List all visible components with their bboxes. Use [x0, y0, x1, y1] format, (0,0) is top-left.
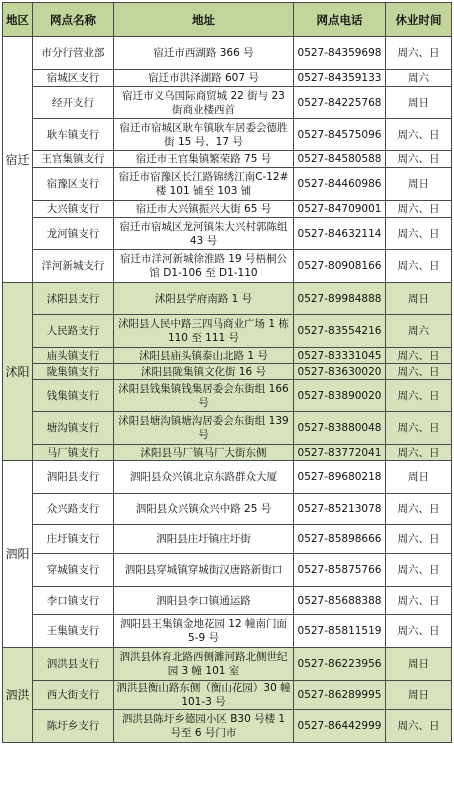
phone-cell: 0527-84359698: [294, 37, 386, 70]
branch-name-cell: 李口镇支行: [33, 587, 114, 615]
table-row: [3, 87, 452, 119]
branch-name-cell: 泗阳县支行: [33, 461, 114, 494]
rest-time-cell: 周六、日: [386, 201, 452, 218]
phone-cell: 0527-84359133: [294, 70, 386, 87]
address-cell: 沭阳县人民中路三四马商业广场 1 栋 110 至 111 号: [114, 315, 294, 348]
phone-cell: 0527-85688388: [294, 587, 386, 615]
address-cell: 泗洪县陈圩乡德园小区 B30 号楼 1 号至 6 号门市: [114, 710, 294, 743]
table-row: [3, 554, 452, 587]
address-cell: 宿迁市义乌国际商贸城 22 街与 23 街商业楼西首: [114, 87, 294, 119]
branch-name-cell: 耿车镇支行: [33, 119, 114, 151]
address-cell: 泗阳县众兴镇北京东路群众大厦: [114, 461, 294, 494]
branch-name-cell: 宿城区支行: [33, 70, 114, 87]
header-phone: 网点电话: [294, 3, 386, 37]
phone-cell: 0527-85875766: [294, 554, 386, 587]
branch-name-cell: 宿豫区支行: [33, 168, 114, 201]
table-row: [3, 412, 452, 445]
table-row: [3, 151, 452, 168]
table-row: [3, 348, 452, 364]
branch-name-cell: 经开支行: [33, 87, 114, 119]
rest-time-cell: 周六、日: [386, 380, 452, 412]
address-cell: 宿迁市西湖路 366 号: [114, 37, 294, 70]
rest-time-cell: 周日: [386, 283, 452, 315]
address-cell: 泗阳县王集镇金地花园 12 幢南门面 5-9 号: [114, 615, 294, 648]
phone-cell: 0527-83331045: [294, 348, 386, 364]
address-cell: 泗阳县李口镇通运路: [114, 587, 294, 615]
table-row: [3, 380, 452, 412]
rest-time-cell: 周日: [386, 168, 452, 201]
header-rest: 休业时间: [386, 3, 452, 37]
phone-cell: 0527-86442999: [294, 710, 386, 743]
address-cell: 沭阳县学府南路 1 号: [114, 283, 294, 315]
branch-name-cell: 人民路支行: [33, 315, 114, 348]
table-row: [3, 461, 452, 494]
phone-cell: 0527-86223956: [294, 648, 386, 681]
phone-cell: 0527-84709001: [294, 201, 386, 218]
rest-time-cell: 周六、日: [386, 412, 452, 445]
phone-cell: 0527-86289995: [294, 681, 386, 710]
region-cell: 泗阳: [3, 461, 33, 648]
address-cell: 泗阳县穿城镇穿城街汉唐路新街口: [114, 554, 294, 587]
address-cell: 沭阳县马厂镇马厂大街东侧: [114, 445, 294, 461]
phone-cell: 0527-85898666: [294, 525, 386, 554]
rest-time-cell: 周六、日: [386, 37, 452, 70]
rest-time-cell: 周六、日: [386, 348, 452, 364]
address-cell: 宿迁市宿豫区长江路锦绣江南C-12#楼 101 铺至 103 铺: [114, 168, 294, 201]
address-cell: 沭阳县庙头镇泰山北路 1 号: [114, 348, 294, 364]
phone-cell: 0527-84580588: [294, 151, 386, 168]
table-row: [3, 681, 452, 710]
address-cell: 宿迁市宿城区龙河镇朱大兴村郭陈组 43 号: [114, 218, 294, 250]
address-cell: 宿迁市宿城区耿车镇耿车居委会德胜街 15 号、17 号: [114, 119, 294, 151]
rest-time-cell: 周六: [386, 315, 452, 348]
table-row: [3, 710, 452, 743]
table-row: [3, 168, 452, 201]
rest-time-cell: 周六、日: [386, 445, 452, 461]
rest-time-cell: 周六、日: [386, 587, 452, 615]
address-cell: 沭阳县陇集镇文化街 16 号: [114, 364, 294, 380]
branch-name-cell: 庙头镇支行: [33, 348, 114, 364]
region-cell: 沭阳: [3, 283, 33, 461]
branch-name-cell: 塘沟镇支行: [33, 412, 114, 445]
header-address: 地址: [114, 3, 294, 37]
rest-time-cell: 周六: [386, 70, 452, 87]
table-row: [3, 37, 452, 70]
phone-cell: 0527-89984888: [294, 283, 386, 315]
rest-time-cell: 周六、日: [386, 218, 452, 250]
branch-name-cell: 泗洪县支行: [33, 648, 114, 681]
rest-time-cell: 周日: [386, 681, 452, 710]
branch-name-cell: 西大街支行: [33, 681, 114, 710]
phone-cell: 0527-84460986: [294, 168, 386, 201]
phone-cell: 0527-83880048: [294, 412, 386, 445]
branch-name-cell: 龙河镇支行: [33, 218, 114, 250]
table-row: [3, 648, 452, 681]
header-region: 地区: [3, 3, 33, 37]
branch-name-cell: 大兴镇支行: [33, 201, 114, 218]
table-body: [3, 37, 452, 743]
branch-name-cell: 市分行营业部: [33, 37, 114, 70]
phone-cell: 0527-84225768: [294, 87, 386, 119]
branch-name-cell: 王集镇支行: [33, 615, 114, 648]
region-cell: 宿迁: [3, 37, 33, 283]
address-cell: 宿迁市王官集镇繁荣路 75 号: [114, 151, 294, 168]
branch-name-cell: 众兴路支行: [33, 494, 114, 525]
phone-cell: 0527-84575096: [294, 119, 386, 151]
phone-cell: 0527-89680218: [294, 461, 386, 494]
branch-name-cell: 马厂镇支行: [33, 445, 114, 461]
table-row: [3, 119, 452, 151]
rest-time-cell: 周日: [386, 87, 452, 119]
branch-name-cell: 钱集镇支行: [33, 380, 114, 412]
address-cell: 宿迁市洋河新城徐淮路 19 号梧桐公馆 D1-106 至 D1-110: [114, 250, 294, 283]
table-row: [3, 218, 452, 250]
phone-cell: 0527-83772041: [294, 445, 386, 461]
table-row: [3, 587, 452, 615]
table-row: [3, 615, 452, 648]
phone-cell: 0527-83554216: [294, 315, 386, 348]
rest-time-cell: 周六、日: [386, 710, 452, 743]
address-cell: 沭阳县钱集镇钱集居委会东街组 166 号: [114, 380, 294, 412]
phone-cell: 0527-83630020: [294, 364, 386, 380]
address-cell: 泗洪县衡山路东侧（衡山花园）30 幢 101-3 号: [114, 681, 294, 710]
phone-cell: 0527-85811519: [294, 615, 386, 648]
rest-time-cell: 周六、日: [386, 525, 452, 554]
phone-cell: 0527-84632114: [294, 218, 386, 250]
branch-name-cell: 穿城镇支行: [33, 554, 114, 587]
rest-time-cell: 周六、日: [386, 151, 452, 168]
phone-cell: 0527-80908166: [294, 250, 386, 283]
rest-time-cell: 周六、日: [386, 364, 452, 380]
branch-name-cell: 陈圩乡支行: [33, 710, 114, 743]
branch-name-cell: 沭阳县支行: [33, 283, 114, 315]
rest-time-cell: 周六、日: [386, 554, 452, 587]
address-cell: 宿迁市洪泽湖路 607 号: [114, 70, 294, 87]
rest-time-cell: 周六、日: [386, 494, 452, 525]
branch-name-cell: 洋河新城支行: [33, 250, 114, 283]
rest-time-cell: 周六、日: [386, 615, 452, 648]
phone-cell: 0527-83890020: [294, 380, 386, 412]
table-row: [3, 494, 452, 525]
rest-time-cell: 周日: [386, 648, 452, 681]
table-row: [3, 364, 452, 380]
table-row: [3, 250, 452, 283]
table-row: [3, 445, 452, 461]
address-cell: 沭阳县塘沟镇塘沟居委会东街组 139 号: [114, 412, 294, 445]
rest-time-cell: 周六、日: [386, 250, 452, 283]
branch-name-cell: 王官集镇支行: [33, 151, 114, 168]
table-row: [3, 525, 452, 554]
address-cell: 泗阳县庄圩镇庄圩街: [114, 525, 294, 554]
table-header-row: [3, 3, 452, 37]
address-cell: 宿迁市大兴镇振兴大街 65 号: [114, 201, 294, 218]
branch-table: [2, 2, 452, 743]
rest-time-cell: 周日: [386, 461, 452, 494]
table-row: [3, 201, 452, 218]
branch-name-cell: 庄圩镇支行: [33, 525, 114, 554]
table-row: [3, 283, 452, 315]
phone-cell: 0527-85213078: [294, 494, 386, 525]
table-row: [3, 70, 452, 87]
address-cell: 泗洪县体育北路西侧濉河路北侧世纪园 3 幢 101 室: [114, 648, 294, 681]
address-cell: 泗阳县众兴镇众兴中路 25 号: [114, 494, 294, 525]
region-cell: 泗洪: [3, 648, 33, 743]
table-row: [3, 315, 452, 348]
rest-time-cell: 周六、日: [386, 119, 452, 151]
branch-name-cell: 陇集镇支行: [33, 364, 114, 380]
header-name: 网点名称: [33, 3, 114, 37]
